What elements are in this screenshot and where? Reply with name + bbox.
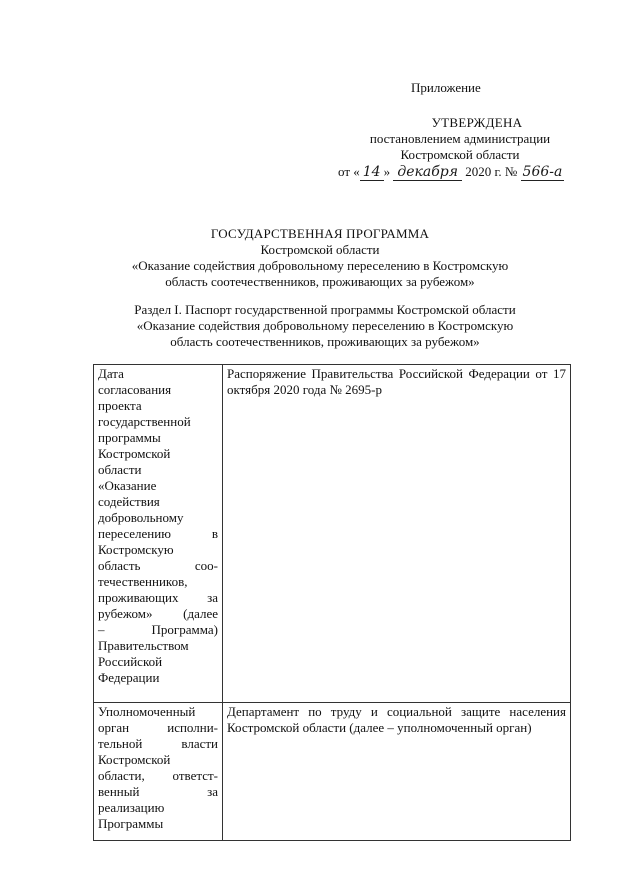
label-line: Костромской	[98, 752, 171, 767]
label-line: программы	[98, 430, 161, 445]
label-line: область соо-	[98, 558, 218, 573]
program-title-region: Костромской области	[260, 242, 380, 257]
approved-label: УТВЕРЖДЕНА	[431, 115, 523, 130]
table-row	[94, 703, 571, 841]
section-heading-line-1: Раздел I. Паспорт государственной программы Костромской области	[134, 302, 516, 317]
row-value-cell: Департамент по труду и социальной защите населения Костромской области (далее – уполномоченный орган)	[223, 703, 571, 841]
label-line: тельной власти	[98, 736, 218, 751]
date-separator: »	[383, 164, 391, 179]
label-line: течественников,	[98, 574, 188, 589]
label-line: Федерации	[98, 670, 160, 685]
approval-line-1: постановлением администрации	[369, 131, 551, 146]
table-row	[94, 365, 571, 703]
label-line: Программы	[98, 816, 164, 831]
label-line: проекта	[98, 398, 142, 413]
row-label-cell	[94, 365, 223, 703]
label-line: проживающих за	[98, 590, 218, 605]
handwritten-number: 566-а	[522, 164, 563, 180]
passport-table	[93, 364, 571, 841]
section-heading	[90, 302, 560, 350]
label-line: согласования	[98, 382, 172, 397]
approval-line-2: Костромской области	[400, 147, 520, 162]
label-line: области, ответст-	[98, 768, 218, 783]
label-line: венный за	[98, 784, 218, 799]
date-year: 2020 г. №	[465, 164, 518, 179]
label-line: государственной	[98, 414, 191, 429]
program-title-name-1: «Оказание содействия добровольному переселению в Костромскую	[131, 258, 509, 273]
row-value-cell: Распоряжение Правительства Российской Федерации от 17 октября 2020 года № 2695-р	[223, 365, 571, 703]
label-line: орган исполни-	[98, 720, 218, 735]
label-line: Костромскую	[98, 542, 174, 557]
label-line: области	[98, 462, 142, 477]
program-title	[90, 226, 550, 290]
label-line: рубежом» (далее	[98, 606, 218, 621]
program-title-main: ГОСУДАРСТВЕННАЯ ПРОГРАММА	[210, 226, 430, 241]
label-line: Российской	[98, 654, 163, 669]
label-line: реализацию	[98, 800, 165, 815]
section-heading-line-3: область соотечественников, проживающих за рубежом»	[170, 334, 480, 349]
date-prefix: от «	[338, 164, 360, 179]
label-line: Дата	[98, 366, 124, 381]
label-line: Правительством	[98, 638, 189, 653]
label-line: Костромской	[98, 446, 171, 461]
label-line: добровольному	[98, 510, 184, 525]
handwritten-day: 14	[360, 164, 384, 181]
approval-date-line	[338, 164, 623, 181]
label-line: «Оказание	[98, 478, 157, 493]
label-line: переселению в	[98, 526, 218, 541]
label-line: – Программа)	[98, 622, 218, 637]
section-heading-line-2: «Оказание содействия добровольному переселению в Костромскую	[136, 318, 514, 333]
label-line: Уполномоченный	[98, 704, 196, 719]
row-label-cell	[94, 703, 223, 841]
program-title-name-2: область соотечественников, проживающих за рубежом»	[165, 274, 475, 289]
handwritten-month: декабря	[393, 164, 462, 181]
label-line: содействия	[98, 494, 160, 509]
appendix-label: Приложение	[411, 80, 481, 95]
